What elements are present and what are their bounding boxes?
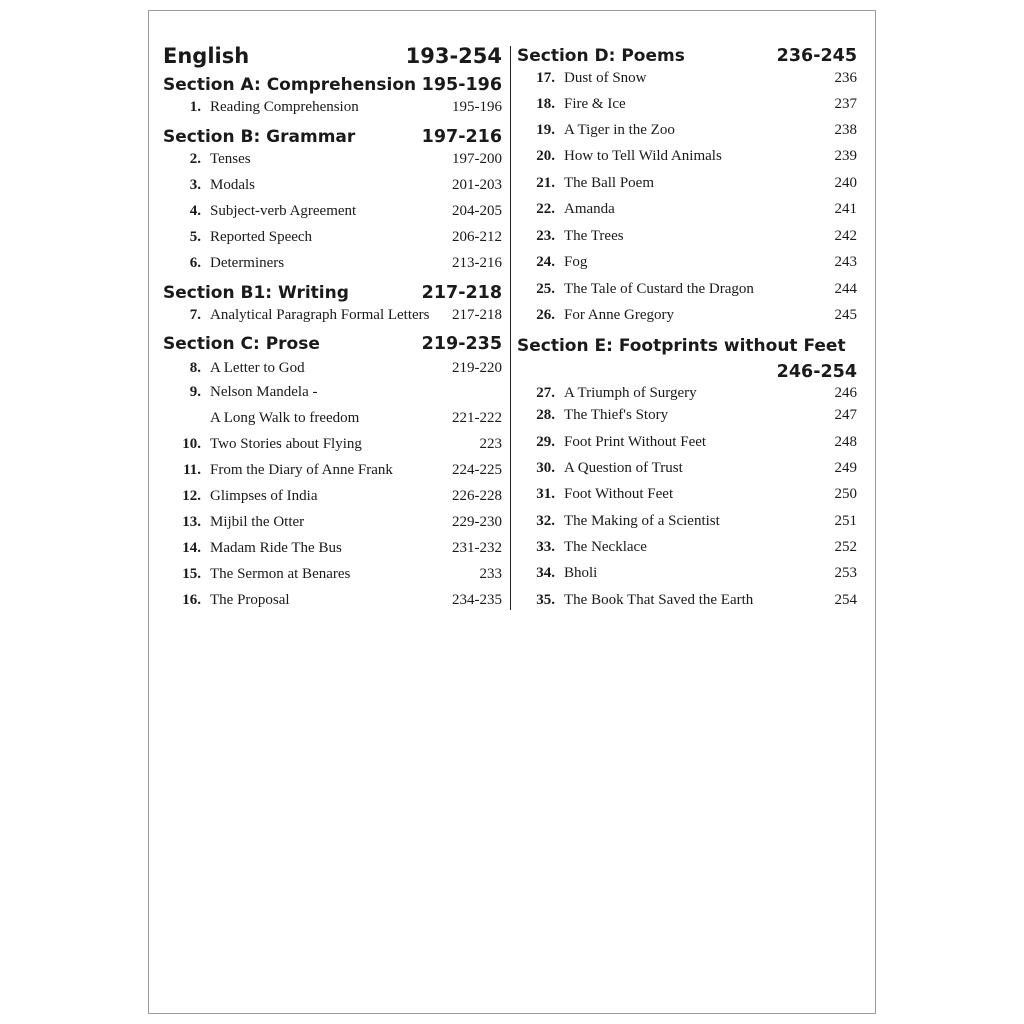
- toc-entry: [517, 385, 857, 402]
- section-title: Section C: Prose: [163, 334, 320, 354]
- toc-entry: [163, 307, 502, 324]
- section-title: Section A: Comprehension: [163, 75, 417, 95]
- entry-title: Foot Without Feet: [564, 486, 674, 502]
- toc-entry: [163, 488, 502, 505]
- entry-pages: 246: [834, 385, 857, 401]
- toc-entry: [517, 201, 857, 218]
- entry-title: The Sermon at Benares: [210, 566, 351, 582]
- entry-title: The Proposal: [210, 592, 290, 608]
- toc-entry: [517, 70, 857, 87]
- entry-number: 8.: [189, 360, 201, 376]
- entry-number: 26.: [536, 307, 555, 323]
- entry-number: 22.: [536, 201, 555, 217]
- toc-entry: [517, 96, 857, 113]
- subject-pages: 193-254: [405, 44, 502, 68]
- entry-number: 20.: [536, 148, 555, 164]
- entry-pages: 195-196: [452, 99, 502, 115]
- entry-title: The Making of a Scientist: [564, 513, 720, 529]
- entry-number: 17.: [536, 70, 555, 86]
- entry-title: Bholi: [564, 565, 598, 581]
- entry-number: 14.: [182, 540, 201, 556]
- entry-title: The Necklace: [564, 539, 647, 555]
- entry-title: Determiners: [210, 255, 285, 271]
- entry-pages: 252: [834, 539, 857, 555]
- toc-entry: [517, 539, 857, 556]
- entry-number: 4.: [189, 203, 201, 219]
- section-heading: [517, 46, 857, 66]
- toc-entry: [163, 384, 502, 401]
- entry-number: 24.: [536, 254, 555, 270]
- section-pages: 219-235: [421, 334, 502, 354]
- entry-pages: 237: [834, 96, 857, 112]
- toc-entry: [517, 513, 857, 530]
- entry-number: 35.: [536, 592, 555, 608]
- entry-title: For Anne Gregory: [564, 307, 674, 323]
- toc-entry: [163, 436, 502, 453]
- entry-title: Mijbil the Otter: [210, 514, 305, 530]
- entry-title: Foot Print Without Feet: [564, 434, 707, 450]
- subject-heading: [163, 44, 502, 68]
- section-pages: 246-254: [776, 362, 857, 382]
- section-heading: [163, 75, 502, 95]
- entry-title: Dust of Snow: [564, 70, 647, 86]
- entry-title: Subject-verb Agreement: [210, 203, 357, 219]
- subject-title: English: [163, 44, 250, 68]
- entry-number: 11.: [183, 462, 201, 478]
- entry-title: Glimpses of India: [210, 488, 318, 504]
- entry-pages: 219-220: [452, 360, 502, 376]
- entry-number: 32.: [536, 513, 555, 529]
- section-heading: [163, 334, 502, 354]
- toc-entry: [163, 514, 502, 531]
- toc-entry: [163, 229, 502, 246]
- section-title: Section E: Footprints without Feet: [517, 336, 846, 356]
- entry-pages: 247: [834, 407, 857, 423]
- entry-number: 13.: [182, 514, 201, 530]
- entry-title: A Letter to God: [210, 360, 305, 376]
- toc-entry: [163, 410, 502, 427]
- entry-title: A Question of Trust: [564, 460, 683, 476]
- entry-pages: 221-222: [452, 410, 502, 426]
- entry-number: 6.: [189, 255, 201, 271]
- section-pages: 217-218: [421, 283, 502, 303]
- toc-entry: [163, 360, 502, 377]
- entry-number: 29.: [536, 434, 555, 450]
- entry-number: 27.: [536, 385, 555, 401]
- entry-title: Fog: [564, 254, 588, 270]
- toc-entry: [517, 460, 857, 477]
- entry-pages: 251: [834, 513, 857, 529]
- toc-entry: [517, 434, 857, 451]
- entry-number: 16.: [182, 592, 201, 608]
- entry-pages: 253: [834, 565, 857, 581]
- entry-pages: 248: [834, 434, 857, 450]
- section-heading: [163, 127, 502, 147]
- toc-entry: [163, 177, 502, 194]
- entry-pages: 245: [834, 307, 857, 323]
- entry-pages: 231-232: [452, 540, 502, 556]
- entry-pages: 254: [834, 592, 857, 608]
- toc-entry: [517, 486, 857, 503]
- entry-number: 28.: [536, 407, 555, 423]
- entry-title: How to Tell Wild Animals: [564, 148, 722, 164]
- entry-pages: 234-235: [452, 592, 502, 608]
- entry-title: Two Stories about Flying: [210, 436, 362, 452]
- entry-pages: 217-218: [452, 307, 502, 323]
- section-pages: 236-245: [776, 46, 857, 66]
- entry-title: A Triumph of Surgery: [564, 385, 697, 401]
- entry-number: 12.: [182, 488, 201, 504]
- entry-pages: 238: [834, 122, 857, 138]
- entry-title: A Tiger in the Zoo: [564, 122, 675, 138]
- entry-title: Reading Comprehension: [210, 99, 359, 115]
- entry-pages: 224-225: [452, 462, 502, 478]
- entry-title: The Book That Saved the Earth: [564, 592, 754, 608]
- section-title: Section B1: Writing: [163, 283, 349, 303]
- entry-number: 25.: [536, 281, 555, 297]
- entry-pages: 197-200: [452, 151, 502, 167]
- entry-pages: 244: [834, 281, 857, 297]
- section-heading: [517, 336, 857, 356]
- entry-pages: 201-203: [452, 177, 502, 193]
- entry-number: 10.: [182, 436, 201, 452]
- entry-pages: 229-230: [452, 514, 502, 530]
- entry-number: 9.: [189, 384, 201, 400]
- entry-number: 31.: [536, 486, 555, 502]
- toc-entry: [517, 122, 857, 139]
- toc-entry: [517, 254, 857, 271]
- entry-pages: 250: [834, 486, 857, 502]
- toc-entry: [163, 540, 502, 557]
- toc-entry: [163, 592, 502, 609]
- toc-entry: [517, 565, 857, 582]
- entry-number: 15.: [182, 566, 201, 582]
- toc-entry: [517, 228, 857, 245]
- entry-number: 1.: [189, 99, 201, 115]
- toc-entry: [163, 566, 502, 583]
- entry-title: Madam Ride The Bus: [210, 540, 342, 556]
- entry-number: 3.: [189, 177, 201, 193]
- entry-pages: 206-212: [452, 229, 502, 245]
- entry-pages: 236: [834, 70, 857, 86]
- entry-title: A Long Walk to freedom: [210, 410, 360, 426]
- toc-entry: [163, 151, 502, 168]
- entry-pages: 223: [479, 436, 502, 452]
- section-heading: [517, 362, 857, 382]
- entry-title: The Thief's Story: [564, 407, 669, 423]
- entry-title: Modals: [210, 177, 255, 193]
- entry-title: Amanda: [564, 201, 615, 217]
- entry-pages: 249: [834, 460, 857, 476]
- toc-entry: [163, 99, 502, 116]
- toc-entry: [163, 462, 502, 479]
- section-heading: [163, 283, 502, 303]
- entry-number: 2.: [189, 151, 201, 167]
- entry-number: 30.: [536, 460, 555, 476]
- toc-entry: [517, 281, 857, 298]
- entry-number: 19.: [536, 122, 555, 138]
- entry-title: Fire & Ice: [564, 96, 626, 112]
- entry-pages: 243: [834, 254, 857, 270]
- toc-entry: [163, 203, 502, 220]
- entry-pages: 239: [834, 148, 857, 164]
- entry-title: Analytical Paragraph Formal Letters: [210, 307, 430, 323]
- entry-pages: 240: [834, 175, 857, 191]
- toc-entry: [517, 407, 857, 424]
- entry-pages: 226-228: [452, 488, 502, 504]
- entry-number: 18.: [536, 96, 555, 112]
- section-title: Section B: Grammar: [163, 127, 356, 147]
- entry-number: 21.: [536, 175, 555, 191]
- entry-number: 7.: [189, 307, 201, 323]
- entry-title: The Tale of Custard the Dragon: [564, 281, 754, 297]
- entry-title: Reported Speech: [210, 229, 313, 245]
- entry-pages: 213-216: [452, 255, 502, 271]
- entry-number: 34.: [536, 565, 555, 581]
- entry-number: 5.: [189, 229, 201, 245]
- entry-pages: 242: [834, 228, 857, 244]
- entry-pages: 204-205: [452, 203, 502, 219]
- toc-entry: [517, 148, 857, 165]
- toc-entry: [517, 307, 857, 324]
- section-title: Section D: Poems: [517, 46, 685, 66]
- entry-title: From the Diary of Anne Frank: [210, 462, 393, 478]
- entry-title: Nelson Mandela -: [210, 384, 318, 400]
- entry-title: The Ball Poem: [564, 175, 654, 191]
- entry-pages: 233: [479, 566, 502, 582]
- entry-pages: 241: [834, 201, 857, 217]
- toc-entry: [517, 175, 857, 192]
- entry-number: 33.: [536, 539, 555, 555]
- column-divider: [510, 46, 511, 610]
- entry-title: Tenses: [210, 151, 251, 167]
- toc-entry: [163, 255, 502, 272]
- section-pages: 197-216: [421, 127, 502, 147]
- entry-number: 23.: [536, 228, 555, 244]
- entry-title: The Trees: [564, 228, 624, 244]
- toc-entry: [517, 592, 857, 609]
- section-pages: 195-196: [421, 75, 502, 95]
